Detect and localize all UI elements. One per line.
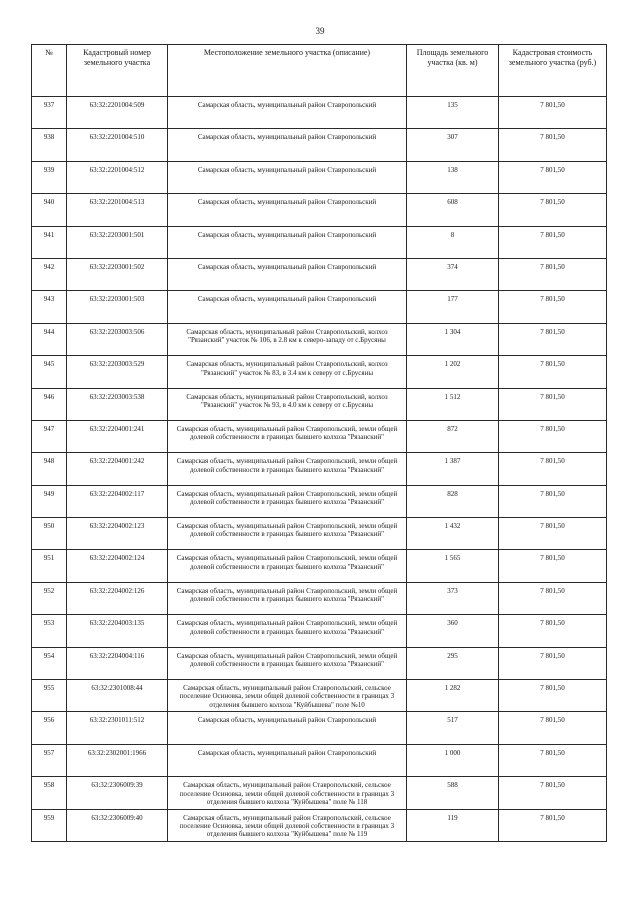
row-number: 942 [32, 258, 67, 290]
location-description: Самарская область, муниципальный район Ставропольский, колхоз "Рязанский" участок № 106, в 2.8 км к северо-западу от с.Брусяны [168, 323, 407, 355]
cadastral-number: 63:32:2306009:40 [67, 809, 168, 841]
table-row [32, 258, 607, 290]
location-description: Самарская область, муниципальный район Ставропольский, земли общей долевой собственности в границах бывшего колхоза "Рязанский" [168, 550, 407, 582]
land-area: 135 [407, 97, 499, 129]
land-area: 374 [407, 258, 499, 290]
cadastral-number: 63:32:2203003:529 [67, 356, 168, 388]
row-number: 943 [32, 291, 67, 323]
cadastral-number: 63:32:2204001:241 [67, 420, 168, 452]
cadastral-number: 63:32:2204002:123 [67, 518, 168, 550]
row-number: 938 [32, 129, 67, 161]
land-area: 1 432 [407, 518, 499, 550]
table-row [32, 550, 607, 582]
table-row [32, 582, 607, 614]
cadastral-number: 63:32:2203003:538 [67, 388, 168, 420]
location-description: Самарская область, муниципальный район Ставропольский [168, 194, 407, 226]
row-number: 958 [32, 777, 67, 809]
cadastral-cost: 7 801,50 [499, 356, 607, 388]
row-number: 939 [32, 161, 67, 193]
table-row [32, 356, 607, 388]
cadastral-number: 63:32:2204002:117 [67, 485, 168, 517]
cadastral-cost: 7 801,50 [499, 161, 607, 193]
location-description: Самарская область, муниципальный район Ставропольский, сельское поселение Осиновка, земли общей долевой собственности в границах 3 отделения бывшего колхоза "Куйбышева" поле № 118 [168, 777, 407, 809]
land-area: 360 [407, 615, 499, 647]
land-area: 517 [407, 712, 499, 744]
table-row [32, 615, 607, 647]
header-area: Площадь земельного участка (кв. м) [407, 45, 499, 97]
table-row [32, 744, 607, 776]
row-number: 957 [32, 744, 67, 776]
table-row [32, 388, 607, 420]
cadastral-number: 63:32:2301011:512 [67, 712, 168, 744]
header-cadastral: Кадастровый номер земельного участка [67, 45, 168, 97]
table-row [32, 161, 607, 193]
table-row [32, 129, 607, 161]
cadastral-number: 63:32:2203001:503 [67, 291, 168, 323]
land-area: 588 [407, 777, 499, 809]
cadastral-cost: 7 801,50 [499, 226, 607, 258]
row-number: 946 [32, 388, 67, 420]
cadastral-cost: 7 801,50 [499, 712, 607, 744]
land-area: 1 282 [407, 680, 499, 712]
land-area: 1 512 [407, 388, 499, 420]
location-description: Самарская область, муниципальный район Ставропольский, земли общей долевой собственности в границах бывшего колхоза "Рязанский" [168, 647, 407, 679]
location-description: Самарская область, муниципальный район Ставропольский [168, 97, 407, 129]
land-area: 138 [407, 161, 499, 193]
cadastral-cost: 7 801,50 [499, 550, 607, 582]
table-row [32, 712, 607, 744]
land-area: 8 [407, 226, 499, 258]
land-area: 1 304 [407, 323, 499, 355]
row-number: 944 [32, 323, 67, 355]
land-registry-table [31, 44, 607, 842]
location-description: Самарская область, муниципальный район Ставропольский, земли общей долевой собственности в границах бывшего колхоза "Рязанский" [168, 615, 407, 647]
row-number: 940 [32, 194, 67, 226]
cadastral-number: 63:32:2204004:116 [67, 647, 168, 679]
cadastral-number: 63:32:2301008:44 [67, 680, 168, 712]
row-number: 956 [32, 712, 67, 744]
table-row [32, 453, 607, 485]
table-row [32, 323, 607, 355]
header-location: Местоположение земельного участка (описание) [168, 45, 407, 97]
land-area: 608 [407, 194, 499, 226]
cadastral-number: 63:32:2204003:135 [67, 615, 168, 647]
location-description: Самарская область, муниципальный район Ставропольский, земли общей долевой собственности в границах бывшего колхоза "Рязанский" [168, 582, 407, 614]
row-number: 941 [32, 226, 67, 258]
header-cost: Кадастровая стоимость земельного участка (руб.) [499, 45, 607, 97]
location-description: Самарская область, муниципальный район Ставропольский [168, 712, 407, 744]
table-row [32, 291, 607, 323]
cadastral-cost: 7 801,50 [499, 518, 607, 550]
cadastral-number: 63:32:2204001:242 [67, 453, 168, 485]
cadastral-cost: 7 801,50 [499, 582, 607, 614]
cadastral-number: 63:32:2306009:39 [67, 777, 168, 809]
land-area: 1 565 [407, 550, 499, 582]
cadastral-cost: 7 801,50 [499, 615, 607, 647]
location-description: Самарская область, муниципальный район Ставропольский, колхоз "Рязанский" участок № 83, в 3.4 км к северу от с.Брусяны [168, 356, 407, 388]
cadastral-cost: 7 801,50 [499, 777, 607, 809]
location-description: Самарская область, муниципальный район Ставропольский, земли общей долевой собственности в границах бывшего колхоза "Рязанский" [168, 453, 407, 485]
table-row [32, 518, 607, 550]
land-area: 828 [407, 485, 499, 517]
cadastral-cost: 7 801,50 [499, 258, 607, 290]
row-number: 955 [32, 680, 67, 712]
land-area: 1 387 [407, 453, 499, 485]
row-number: 953 [32, 615, 67, 647]
table-body [32, 97, 607, 842]
header-num: № [32, 45, 67, 97]
table-header [32, 45, 607, 97]
location-description: Самарская область, муниципальный район Ставропольский [168, 129, 407, 161]
table-row [32, 809, 607, 841]
table-row [32, 647, 607, 679]
cadastral-cost: 7 801,50 [499, 97, 607, 129]
cadastral-number: 63:32:2203001:501 [67, 226, 168, 258]
land-area: 1 202 [407, 356, 499, 388]
cadastral-number: 63:32:2201004:513 [67, 194, 168, 226]
table-row [32, 420, 607, 452]
cadastral-number: 63:32:2201004:509 [67, 97, 168, 129]
cadastral-cost: 7 801,50 [499, 680, 607, 712]
cadastral-cost: 7 801,50 [499, 388, 607, 420]
table-row [32, 680, 607, 712]
land-area: 1 000 [407, 744, 499, 776]
row-number: 947 [32, 420, 67, 452]
location-description: Самарская область, муниципальный район Ставропольский, земли общей долевой собственности в границах бывшего колхоза "Рязанский" [168, 420, 407, 452]
location-description: Самарская область, муниципальный район Ставропольский [168, 291, 407, 323]
cadastral-cost: 7 801,50 [499, 809, 607, 841]
location-description: Самарская область, муниципальный район Ставропольский, сельское поселение Осиновка, земли общей долевой собственности в границах 3 отделения бывшего колхоза "Куйбышева" поле № 119 [168, 809, 407, 841]
location-description: Самарская область, муниципальный район Ставропольский, земли общей долевой собственности в границах бывшего колхоза "Рязанский" [168, 518, 407, 550]
land-area: 307 [407, 129, 499, 161]
cadastral-number: 63:32:2204002:124 [67, 550, 168, 582]
location-description: Самарская область, муниципальный район Ставропольский, колхоз "Рязанский" участок № 93, в 4.0 км к северу от с.Брусяны [168, 388, 407, 420]
cadastral-number: 63:32:2203001:502 [67, 258, 168, 290]
cadastral-cost: 7 801,50 [499, 420, 607, 452]
land-area: 119 [407, 809, 499, 841]
location-description: Самарская область, муниципальный район Ставропольский [168, 161, 407, 193]
table-row [32, 226, 607, 258]
row-number: 937 [32, 97, 67, 129]
location-description: Самарская область, муниципальный район Ставропольский [168, 226, 407, 258]
row-number: 949 [32, 485, 67, 517]
cadastral-cost: 7 801,50 [499, 485, 607, 517]
table-row [32, 194, 607, 226]
cadastral-number: 63:32:2203003:506 [67, 323, 168, 355]
location-description: Самарская область, муниципальный район Ставропольский, сельское поселение Осиновка, земли общей долевой собственности в границах 3 отделения бывшего колхоза "Куйбышева" поле №10 [168, 680, 407, 712]
cadastral-number: 63:32:2201004:512 [67, 161, 168, 193]
land-area: 373 [407, 582, 499, 614]
cadastral-cost: 7 801,50 [499, 194, 607, 226]
land-area: 177 [407, 291, 499, 323]
row-number: 954 [32, 647, 67, 679]
cadastral-cost: 7 801,50 [499, 744, 607, 776]
location-description: Самарская область, муниципальный район Ставропольский [168, 258, 407, 290]
row-number: 948 [32, 453, 67, 485]
cadastral-cost: 7 801,50 [499, 291, 607, 323]
cadastral-cost: 7 801,50 [499, 129, 607, 161]
cadastral-number: 63:32:2204002:126 [67, 582, 168, 614]
row-number: 945 [32, 356, 67, 388]
row-number: 950 [32, 518, 67, 550]
row-number: 959 [32, 809, 67, 841]
location-description: Самарская область, муниципальный район Ставропольский, земли общей долевой собственности в границах бывшего колхоза "Рязанский" [168, 485, 407, 517]
row-number: 952 [32, 582, 67, 614]
land-area: 872 [407, 420, 499, 452]
cadastral-cost: 7 801,50 [499, 323, 607, 355]
cadastral-cost: 7 801,50 [499, 453, 607, 485]
table-row [32, 97, 607, 129]
land-area: 295 [407, 647, 499, 679]
row-number: 951 [32, 550, 67, 582]
table-row [32, 485, 607, 517]
cadastral-number: 63:32:2201004:510 [67, 129, 168, 161]
cadastral-cost: 7 801,50 [499, 647, 607, 679]
location-description: Самарская область, муниципальный район Ставропольский [168, 744, 407, 776]
page-number: 39 [315, 26, 325, 36]
table-row [32, 777, 607, 809]
cadastral-number: 63:32:2302001:1966 [67, 744, 168, 776]
